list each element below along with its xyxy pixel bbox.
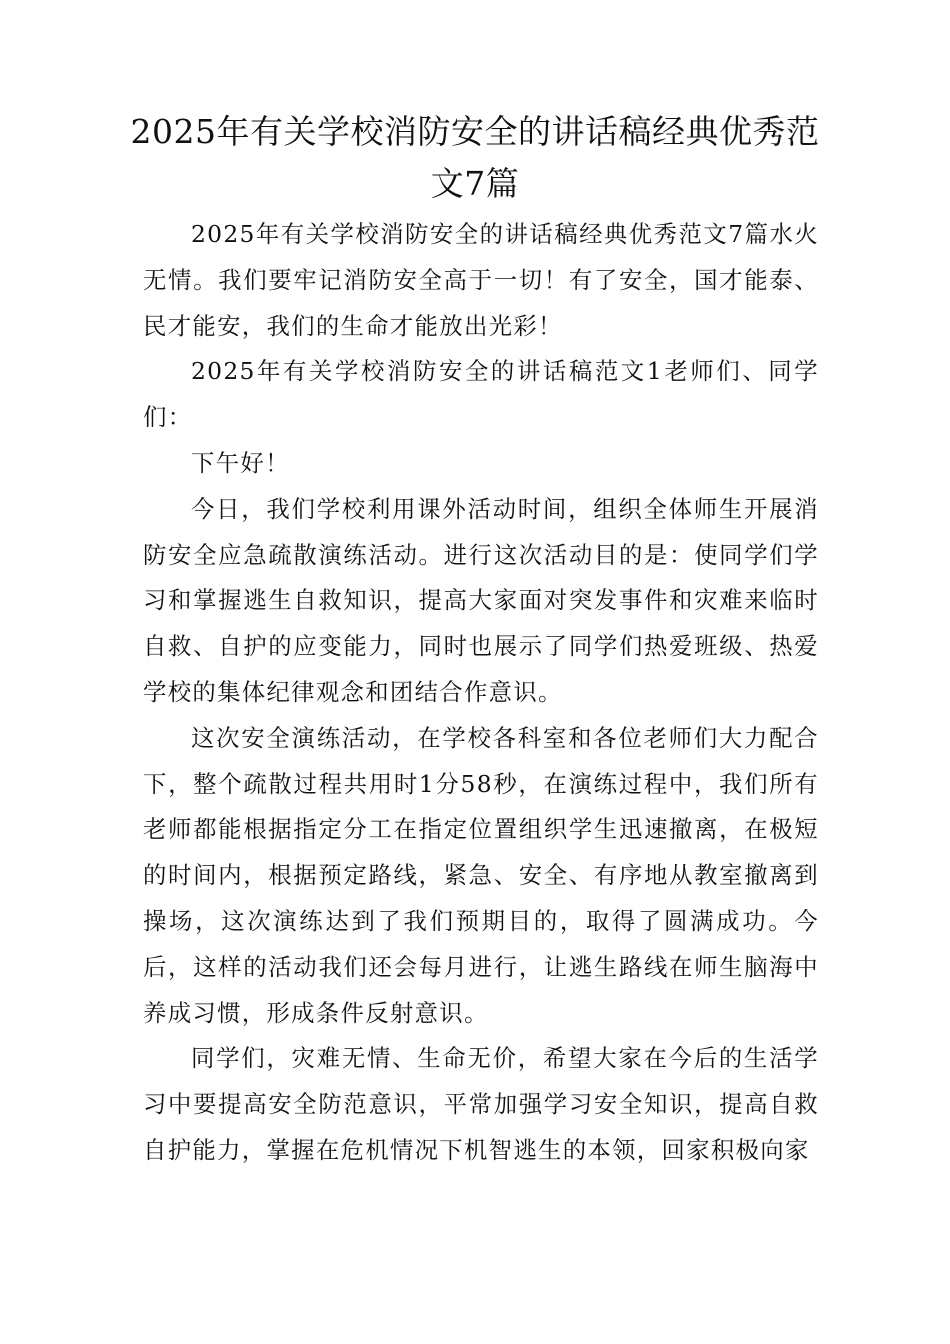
paragraph-purpose: 今日，我们学校利用课外活动时间，组织全体师生开展消防安全应急疏散演练活动。进行这次活动目的是：使同学们学习和掌握逃生自救知识，提高大家面对突发事件和灾难来临时自救、自护的应变能力，同时也展示了同学们热爱班级、热爱学校的集体纪律观念和团结合作意识。 bbox=[143, 494, 819, 706]
paragraph-drill-result: 这次安全演练活动，在学校各科室和各位老师们大力配合下，整个疏散过程共用时1分58秒，在演练过程中，我们所有老师都能根据指定分工在指定位置组织学生迅速撤离，在极短的时间内，根据预定路线，紧急、安全、有序地从教室撤离到操场，这次演练达到了我们预期目的，取得了圆满成功。今后，这样的活动我们还会每月进行，让逃生路线在师生脑海中养成习惯，形成条件反射意识。 bbox=[143, 723, 819, 1027]
paragraph-salutation: 2025年有关学校消防安全的讲话稿范文1老师们、同学们： bbox=[143, 357, 819, 432]
paragraph-intro: 2025年有关学校消防安全的讲话稿经典优秀范文7篇水火无情。我们要牢记消防安全高于一切！有了安全，国才能泰、民才能安，我们的生命才能放出光彩！ bbox=[143, 220, 819, 340]
paragraph-greeting: 下午好！ bbox=[191, 448, 290, 477]
document-title: 2025年有关学校消防安全的讲话稿经典优秀范文7篇 bbox=[130, 112, 820, 203]
paragraph-appeal: 同学们，灾难无情、生命无价，希望大家在今后的生活学习中要提高安全防范意识，平常加强学习安全知识，提高自救自护能力，掌握在危机情况下机智逃生的本领，回家积极向家 bbox=[143, 1044, 819, 1164]
document-body bbox=[143, 212, 819, 1174]
